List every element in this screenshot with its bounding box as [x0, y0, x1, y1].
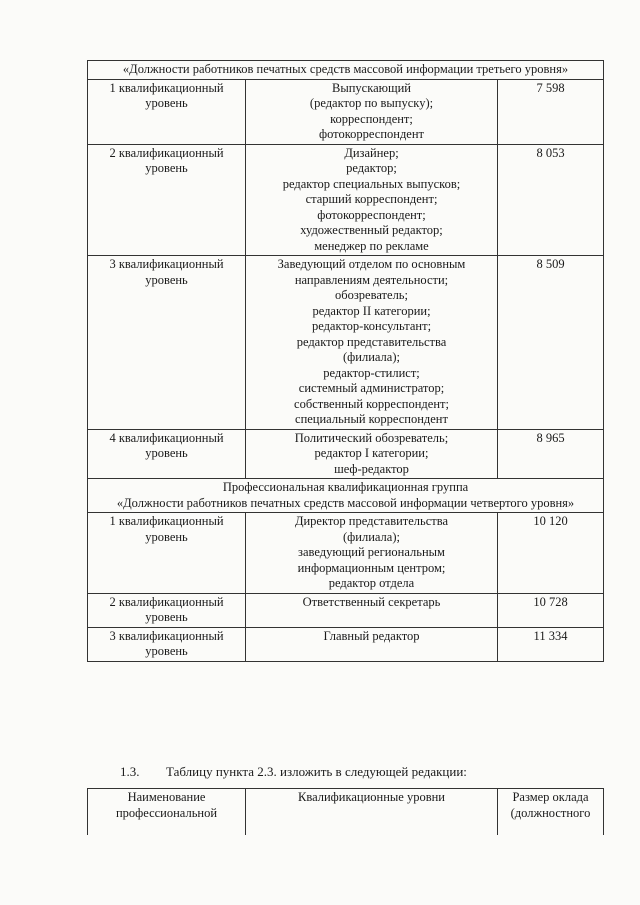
positions-cell — [246, 513, 498, 594]
qualification-level: 3 квалификационный уровень — [88, 627, 246, 661]
header-levels: Квалификационные уровни — [246, 789, 498, 836]
positions-cell — [246, 627, 498, 661]
position-name: старший корреспондент; — [305, 192, 438, 206]
position-name: (филиала); — [343, 350, 400, 364]
table-row — [88, 429, 604, 479]
qualification-level: 4 квалификационный уровень — [88, 429, 246, 479]
position-name: Директор представительства — [294, 514, 449, 528]
table-row — [88, 593, 604, 627]
position-name: фотокорреспондент; — [317, 207, 426, 222]
position-name: редактор представительства — [296, 334, 447, 349]
salary-value: 8 965 — [498, 429, 604, 479]
table-row — [88, 513, 604, 594]
position-name: фотокорреспондент — [318, 127, 425, 141]
position-name: корреспондент; — [330, 111, 413, 126]
group4-title-line1: Профессиональная квалификационная группа — [222, 480, 469, 494]
header-group-name: Наименование профессиональной — [88, 789, 246, 836]
point-text: Таблицу пункта 2.3. изложить в следующей редакции: — [166, 764, 467, 779]
position-name: художественный редактор; — [300, 223, 443, 237]
position-name: собственный корреспондент; — [294, 396, 449, 411]
positions-cell — [246, 144, 498, 256]
positions-cell — [246, 429, 498, 479]
group4-title — [88, 479, 604, 513]
salary-value: 11 334 — [498, 627, 604, 661]
position-name: редактор I категории; — [314, 446, 429, 460]
qualification-table-body — [88, 61, 604, 662]
qualification-level: 2 квалификационный уровень — [88, 144, 246, 256]
qualification-level: 1 квалификационный уровень — [88, 513, 246, 594]
position-name: (редактор по выпуску); — [309, 96, 434, 110]
table-row — [88, 627, 604, 661]
position-name: редактор-стилист; — [323, 365, 420, 380]
table-row — [88, 256, 604, 430]
continuation-table — [87, 788, 604, 835]
position-name: шеф-редактор — [334, 461, 409, 476]
group3-title: «Должности работников печатных средств массовой информации третьего уровня» — [88, 61, 604, 80]
position-name: заведующий региональным — [298, 545, 445, 559]
group-header-row — [88, 61, 604, 80]
position-name: редактор; — [346, 161, 397, 175]
group-header-row — [88, 479, 604, 513]
position-name: Главный редактор — [323, 628, 420, 643]
salary-value: 10 728 — [498, 593, 604, 627]
position-name: менеджер по рекламе — [314, 238, 429, 253]
position-name: редактор II категории; — [312, 303, 431, 318]
position-name: направлениям деятельности; — [294, 272, 449, 287]
position-name: Политический обозреватель; — [294, 430, 449, 445]
salary-value: 8 053 — [498, 144, 604, 256]
qualification-level: 3 квалификационный уровень — [88, 256, 246, 430]
position-name: редактор специальных выпусков; — [282, 176, 461, 191]
position-name: редактор отдела — [328, 576, 415, 590]
qualification-level: 2 квалификационный уровень — [88, 593, 246, 627]
position-name: (филиала); — [343, 529, 400, 544]
point-1-3 — [120, 764, 467, 780]
position-name: системный администратор; — [298, 381, 445, 395]
header-row — [88, 789, 604, 836]
table-row — [88, 79, 604, 144]
salary-value: 10 120 — [498, 513, 604, 594]
positions-cell — [246, 593, 498, 627]
position-name: Выпускающий — [332, 80, 411, 95]
position-name: обозреватель; — [335, 288, 408, 302]
positions-cell — [246, 256, 498, 430]
position-name: редактор-консультант; — [311, 319, 432, 333]
header-salary: Размер оклада (должностного — [498, 789, 604, 836]
qualification-level: 1 квалификационный уровень — [88, 79, 246, 144]
position-name: Заведующий отделом по основным — [277, 257, 466, 271]
group4-title-line2: «Должности работников печатных средств массовой информации четвертого уровня» — [116, 495, 575, 510]
qualification-table — [87, 60, 604, 662]
point-number: 1.3. — [120, 764, 140, 779]
position-name: информационным центром; — [297, 560, 446, 575]
position-name: специальный корреспондент — [295, 412, 448, 426]
positions-cell — [246, 79, 498, 144]
salary-value: 7 598 — [498, 79, 604, 144]
table-row — [88, 144, 604, 256]
position-name: Ответственный секретарь — [302, 594, 441, 609]
position-name: Дизайнер; — [344, 145, 399, 160]
salary-value: 8 509 — [498, 256, 604, 430]
